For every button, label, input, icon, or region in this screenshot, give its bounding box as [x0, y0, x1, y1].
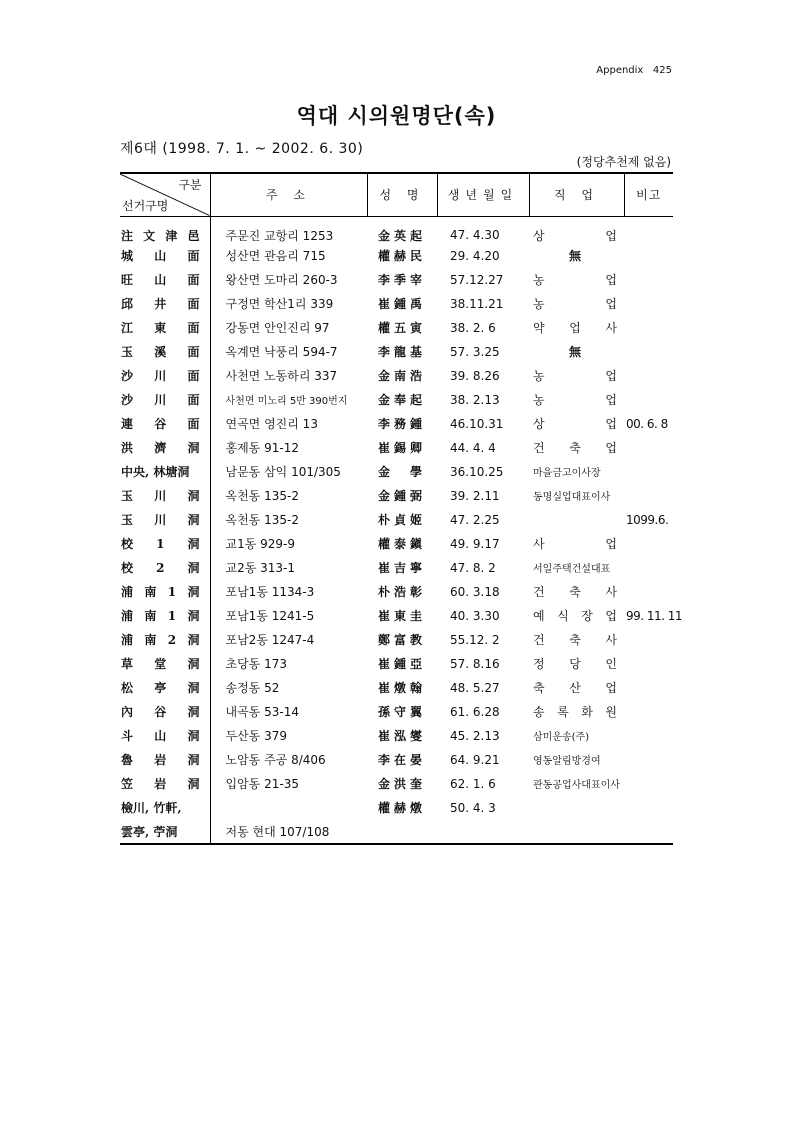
- birth-cell: [437, 820, 529, 844]
- name-cell: 權赫燉: [378, 801, 422, 815]
- birth-cell: 38. 2. 6: [450, 320, 496, 335]
- table-row: [120, 412, 673, 436]
- district-cell: 浦南2洞: [120, 628, 210, 652]
- district-cell: 旺山面: [120, 268, 210, 292]
- table-row: [120, 460, 673, 484]
- birth-cell: 38. 2.13: [450, 392, 500, 407]
- address-cell: 연곡면 영진리 13: [225, 417, 318, 431]
- job-cell: 상 업: [533, 417, 617, 431]
- remarks-cell: 1099.6.: [626, 512, 669, 527]
- table-row: [120, 556, 673, 580]
- address-cell: 옥계면 낙풍리 594-7: [225, 345, 338, 359]
- remarks-cell: 00. 6. 8: [626, 416, 668, 431]
- name-cell: 金 學: [378, 465, 422, 479]
- remarks-cell: [624, 316, 673, 340]
- name-cell: 權赫民: [378, 249, 422, 263]
- job-cell: 상 업: [533, 228, 617, 243]
- address-cell: 포남1동 1241-5: [225, 609, 315, 623]
- address-cell: 노암동 주공 8/406: [225, 753, 326, 767]
- header-remarks: 비고: [624, 173, 673, 216]
- job-cell: [529, 820, 624, 844]
- birth-cell: 61. 6.28: [450, 704, 500, 719]
- name-cell: 孫守翼: [378, 705, 422, 719]
- birth-cell: 55.12. 2: [450, 632, 500, 647]
- remarks-cell: [624, 748, 673, 772]
- job-cell: [529, 508, 624, 532]
- header-birth: 생년월일: [437, 173, 529, 216]
- job-cell: 정 당 인: [533, 657, 617, 671]
- remarks-cell: [624, 292, 673, 316]
- district-cell: 玉溪面: [120, 340, 210, 364]
- remarks-cell: [624, 268, 673, 292]
- table-row: [120, 772, 673, 796]
- address-cell: 교2동 313-1: [225, 561, 296, 575]
- address-cell: 초당동 173: [225, 657, 287, 671]
- name-cell: 金洪奎: [378, 777, 422, 791]
- birth-cell: 46.10.31: [450, 416, 504, 431]
- table-row: [120, 244, 673, 268]
- address-cell: 주문진 교항리 1253: [225, 228, 334, 243]
- name-cell: 崔吉寧: [378, 561, 422, 575]
- name-cell: 權五寅: [378, 321, 422, 335]
- remarks-cell: [624, 724, 673, 748]
- name-cell: 朴浩彰: [378, 585, 422, 599]
- district-cell: 校1洞: [120, 532, 210, 556]
- district-cell: 沙川面: [120, 388, 210, 412]
- table-row: [120, 292, 673, 316]
- name-cell: 崔鍾禹: [378, 297, 422, 311]
- district-cell: 中央, 林塘洞: [120, 460, 210, 484]
- district-cell: 城山面: [120, 244, 210, 268]
- birth-cell: 29. 4.20: [450, 248, 500, 263]
- district-cell: 洪濟洞: [120, 436, 210, 460]
- name-cell: 鄭富教: [378, 633, 422, 647]
- birth-cell: 45. 2.13: [450, 728, 500, 743]
- address-cell: [210, 796, 367, 820]
- table-row: [120, 604, 673, 628]
- address-cell: 홍제동 91-12: [225, 441, 299, 455]
- job-cell: 無: [568, 345, 581, 359]
- job-cell: 약 업 사: [533, 321, 617, 335]
- page-number: 425: [652, 65, 672, 76]
- name-cell: [367, 820, 437, 844]
- header-name: 성 명: [367, 173, 437, 216]
- job-cell: 無: [568, 249, 581, 263]
- address-cell: 왕산면 도마리 260-3: [225, 273, 338, 287]
- birth-cell: 60. 3.18: [450, 584, 500, 599]
- corner-bottom-label: 선거구명: [122, 198, 169, 213]
- birth-cell: 38.11.21: [450, 296, 504, 311]
- birth-cell: 44. 4. 4: [450, 440, 496, 455]
- district-cell: 浦南1洞: [120, 580, 210, 604]
- remarks-cell: [624, 364, 673, 388]
- birth-cell: 39. 2.11: [450, 488, 500, 503]
- table-row: [120, 484, 673, 508]
- birth-cell: 40. 3.30: [450, 608, 500, 623]
- remarks-cell: [624, 388, 673, 412]
- section-label: Appendix: [596, 65, 644, 76]
- address-cell: 저동 현대 107/108: [210, 820, 367, 844]
- remarks-cell: [624, 796, 673, 820]
- address-cell: 강동면 안인진리 97: [225, 321, 330, 335]
- birth-cell: 49. 9.17: [450, 536, 500, 551]
- name-cell: 崔泓燮: [378, 729, 422, 743]
- table-row: [120, 508, 673, 532]
- district-cell: 校2洞: [120, 556, 210, 580]
- address-cell: 내곡동 53-14: [225, 705, 299, 719]
- table-row: [120, 796, 673, 820]
- table-row: [120, 532, 673, 556]
- job-cell: 농 업: [533, 393, 617, 407]
- table-row: [120, 628, 673, 652]
- district-cell: 江東面: [120, 316, 210, 340]
- district-cell: 草堂洞: [120, 652, 210, 676]
- district-cell: 檢川, 竹軒,: [120, 796, 210, 820]
- district-cell: 沙川面: [120, 364, 210, 388]
- name-cell: 崔錫卿: [378, 441, 422, 455]
- table-header-row: [120, 173, 673, 216]
- birth-cell: 36.10.25: [450, 464, 504, 479]
- job-cell: 농 업: [533, 297, 617, 311]
- address-cell: 옥천동 135-2: [225, 513, 299, 527]
- birth-cell: 62. 1. 6: [450, 776, 496, 791]
- remarks-cell: [624, 628, 673, 652]
- remarks-cell: [624, 484, 673, 508]
- birth-cell: 57.12.27: [450, 272, 504, 287]
- birth-cell: 47. 4.30: [450, 228, 500, 242]
- table-body: [120, 216, 683, 844]
- name-cell: 李季宰: [378, 273, 422, 287]
- district-cell: 玉川洞: [120, 484, 210, 508]
- address-cell: 구정면 학산1리 339: [225, 297, 334, 311]
- remarks-cell: [624, 700, 673, 724]
- name-cell: 金鍾弼: [378, 489, 422, 503]
- table-row: [120, 316, 673, 340]
- district-cell: 浦南1洞: [120, 604, 210, 628]
- table-row: [120, 724, 673, 748]
- table-note: (정당추천제 없음): [576, 155, 671, 169]
- district-cell: 邱井面: [120, 292, 210, 316]
- name-cell: 金南浩: [378, 369, 422, 383]
- table-row: [120, 364, 673, 388]
- address-cell: 옥천동 135-2: [225, 489, 299, 503]
- name-cell: 崔燉翰: [378, 681, 422, 695]
- page-header: [596, 65, 672, 76]
- table-row: [120, 748, 673, 772]
- name-cell: 金奉起: [378, 393, 422, 407]
- table-row: [120, 216, 673, 244]
- header-address: 주 소: [210, 173, 367, 216]
- district-cell: 魯岩洞: [120, 748, 210, 772]
- job-cell: 관동공업사대표이사: [533, 780, 620, 791]
- district-cell: 注文津邑: [120, 216, 210, 244]
- table-row: [120, 268, 673, 292]
- address-cell: 포남2동 1247-4: [225, 633, 315, 647]
- table-row: [120, 436, 673, 460]
- remarks-cell: [624, 580, 673, 604]
- job-cell: 영동알림방경여: [533, 756, 601, 767]
- table-row: [120, 700, 673, 724]
- district-cell: 內谷洞: [120, 700, 210, 724]
- birth-cell: 47. 8. 2: [450, 560, 496, 575]
- name-cell: 李務鍾: [378, 417, 422, 431]
- remarks-cell: [624, 556, 673, 580]
- table-row: [120, 676, 673, 700]
- name-cell: 李龍基: [378, 345, 422, 359]
- name-cell: 權泰鎭: [378, 537, 422, 551]
- birth-cell: 57. 3.25: [450, 344, 500, 359]
- header-job: 직 업: [529, 173, 624, 216]
- table-row: [120, 820, 673, 844]
- job-cell: 건 축 사: [533, 585, 617, 599]
- job-cell: 삼미운송(주): [533, 732, 590, 743]
- remarks-cell: [624, 532, 673, 556]
- council-member-table: [120, 172, 683, 845]
- district-cell: 連谷面: [120, 412, 210, 436]
- remarks-cell: [624, 436, 673, 460]
- remarks-cell: 99. 11. 11: [626, 608, 683, 623]
- table-row: [120, 340, 673, 364]
- birth-cell: 50. 4. 3: [450, 800, 496, 815]
- job-cell: 예 식 장 업: [533, 609, 617, 623]
- job-cell: 서일주택건설대표: [533, 564, 611, 575]
- job-cell: 건 축 사: [533, 633, 617, 647]
- address-cell: 교1동 929-9: [225, 537, 296, 551]
- district-cell: 雲亭, 苧洞: [120, 820, 210, 844]
- remarks-cell: [624, 652, 673, 676]
- birth-cell: 47. 2.25: [450, 512, 500, 527]
- job-cell: [529, 796, 624, 820]
- name-cell: 崔東圭: [378, 609, 422, 623]
- term-period: 제6대 (1998. 7. 1. ~ 2002. 6. 30): [120, 141, 364, 157]
- birth-cell: 64. 9.21: [450, 752, 500, 767]
- remarks-cell: [624, 772, 673, 796]
- address-cell: 포남1동 1134-3: [225, 585, 315, 599]
- table-row: [120, 388, 673, 412]
- address-cell: 사천면 미노리 5반 390번지: [225, 396, 348, 407]
- address-cell: 두산동 379: [225, 729, 287, 743]
- name-cell: 金英起: [378, 228, 422, 243]
- name-cell: 崔鍾亞: [378, 657, 422, 671]
- remarks-cell: [624, 244, 673, 268]
- job-cell: 마을금고이사장: [533, 468, 601, 479]
- district-cell: 笠岩洞: [120, 772, 210, 796]
- job-cell: 사 업: [533, 537, 617, 551]
- remarks-cell: [624, 460, 673, 484]
- name-cell: 朴貞姬: [378, 513, 422, 527]
- table-row: [120, 580, 673, 604]
- job-cell: 농 업: [533, 273, 617, 287]
- address-cell: 남문동 삼익 101/305: [225, 465, 341, 479]
- birth-cell: 48. 5.27: [450, 680, 500, 695]
- birth-cell: 39. 8.26: [450, 368, 500, 383]
- district-cell: 玉川洞: [120, 508, 210, 532]
- job-cell: 건 축 업: [533, 441, 617, 455]
- corner-top-label: 구분: [178, 178, 202, 192]
- address-cell: 사천면 노동하리 337: [225, 369, 338, 383]
- birth-cell: 57. 8.16: [450, 656, 500, 671]
- remarks-cell: [624, 676, 673, 700]
- address-cell: 입암동 21-35: [225, 777, 299, 791]
- job-cell: 축 산 업: [533, 681, 617, 695]
- district-cell: 斗山洞: [120, 724, 210, 748]
- address-cell: 성산면 관음리 715: [225, 249, 326, 263]
- remarks-cell: [624, 216, 673, 244]
- job-cell: 농 업: [533, 369, 617, 383]
- remarks-cell: [624, 820, 673, 844]
- page-title: 역대 시의원명단(속): [296, 104, 497, 128]
- district-cell: 松亭洞: [120, 676, 210, 700]
- job-cell: 동명실업대표이사: [533, 492, 611, 503]
- job-cell: 송 록 화 원: [533, 705, 617, 719]
- table-row: [120, 652, 673, 676]
- address-cell: 송정동 52: [225, 681, 280, 695]
- corner-header: [120, 173, 210, 216]
- remarks-cell: [624, 340, 673, 364]
- name-cell: 李在晏: [378, 753, 422, 767]
